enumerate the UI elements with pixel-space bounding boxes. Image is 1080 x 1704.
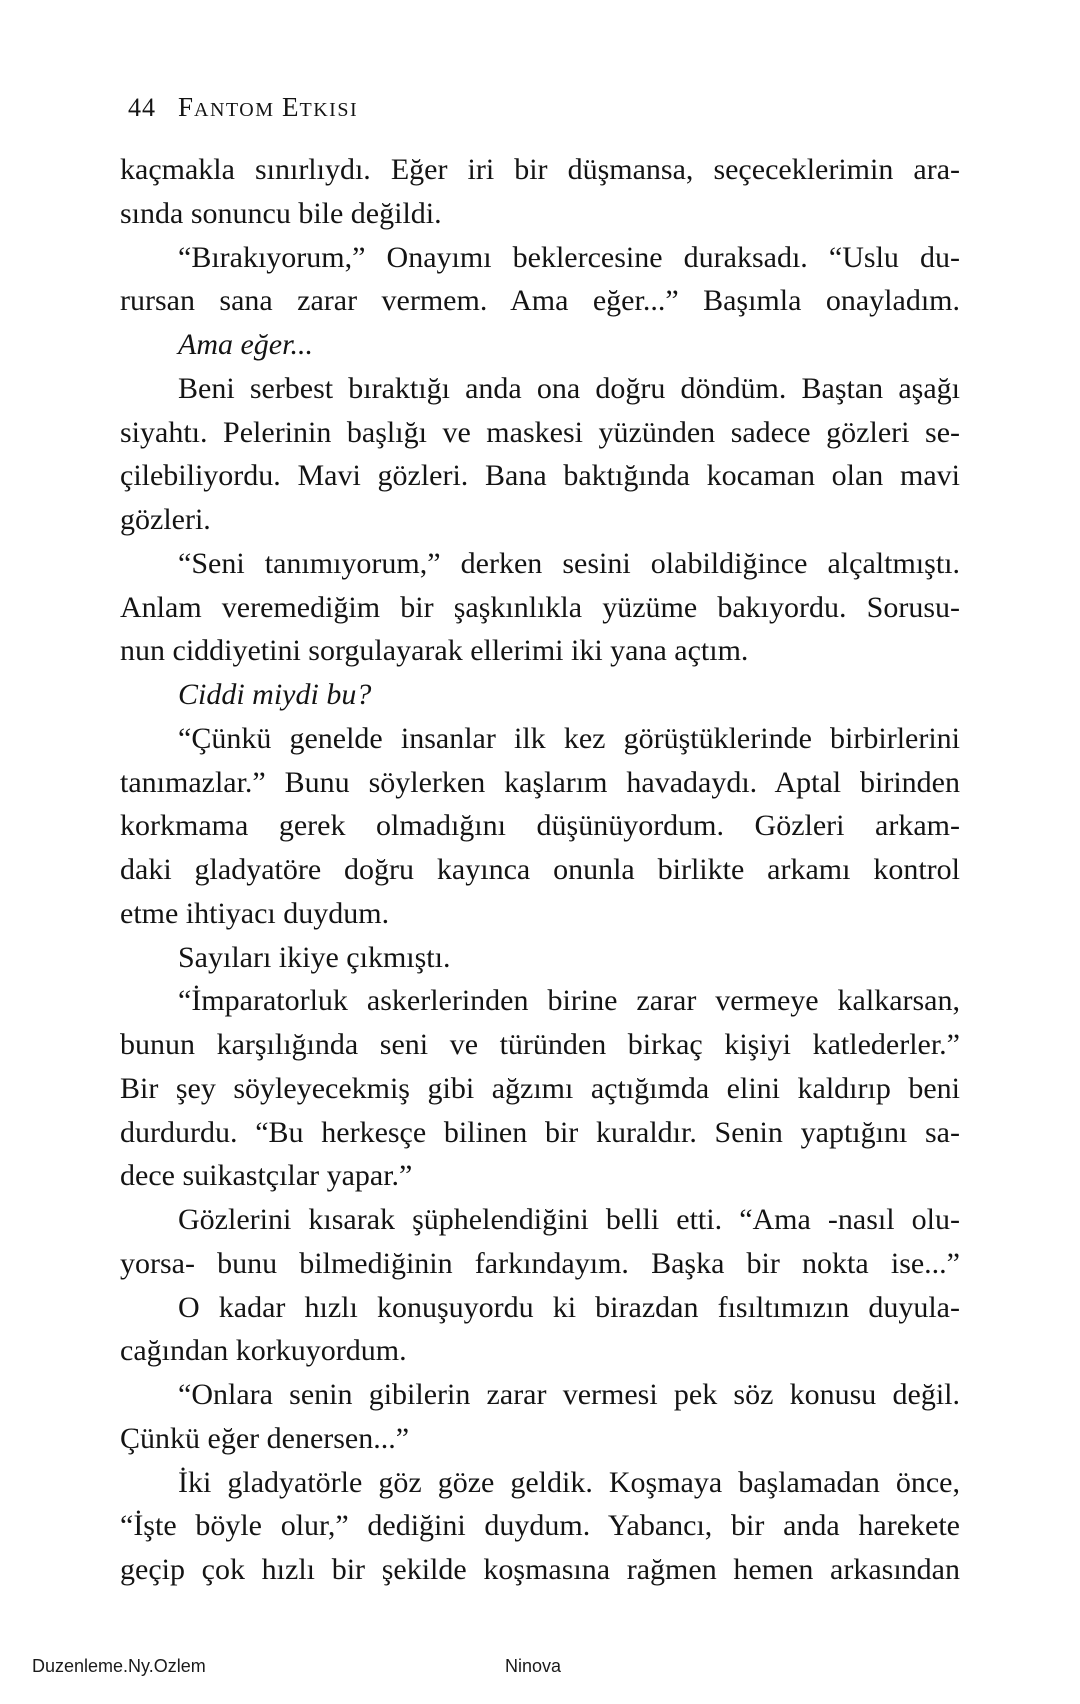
text-line: Sayıları ikiye çıkmıştı. (178, 940, 451, 974)
page-number: 44 (128, 93, 156, 122)
text-line: Gözlerini kısarak şüphelendiğini belli etti. “Ama -nasıl olu- (178, 1203, 960, 1236)
text-line: rursan sana zarar vermem. Ama eğer...” Başımla onayladım. (120, 284, 960, 318)
text-line: cağından korkuyordum. (120, 1334, 407, 1368)
text-line: Anlam veremediğim bir şaşkınlıkla yüzüme bakıyordu. Sorusu- (120, 590, 960, 624)
text-line: Ama eğer... (178, 328, 313, 361)
text-line: bunun karşılığında seni ve türünden birkaç kişiyi katlederler.” (120, 1028, 960, 1061)
footer-publisher: Ninova (505, 1656, 562, 1676)
text-line: nun ciddiyetini sorgulayarak ellerimi iki yana açtım. (120, 634, 749, 668)
text-line: “Seni tanımıyorum,” derken sesini olabildiğince alçaltmıştı. (178, 546, 960, 580)
footer-credit: Duzenleme.Ny.Ozlem (32, 1656, 206, 1676)
text-line: etme ihtiyacı duydum. (120, 896, 390, 930)
text-line: geçip çok hızlı bir şekilde koşmasına rağmen hemen arkasından (120, 1553, 960, 1586)
text-line: kaçmakla sınırlıydı. Eğer iri bir düşmansa, seçeceklerimin ara- (120, 153, 960, 186)
text-line: sında sonuncu bile değildi. (120, 196, 442, 230)
text-line: “Çünkü genelde insanlar ilk kez görüştüklerinde birbirlerini (178, 721, 960, 755)
text-line: İki gladyatörle göz göze geldik. Koşmaya başlamadan önce, (178, 1465, 960, 1499)
text-line: siyahtı. Pelerinin başlığı ve maskesi yüzünden sadece gözleri se- (120, 415, 960, 449)
text-line: “Bırakıyorum,” Onayımı beklercesine duraksadı. “Uslu du- (178, 240, 960, 274)
running-header (128, 92, 358, 123)
book-title: FANTOM ETKISI (178, 92, 359, 122)
text-line: daki gladyatöre doğru kayınca onunla birlikte arkamı kontrol (120, 853, 960, 886)
text-line: çilebiliyordu. Mavi gözleri. Bana baktığında kocaman olan mavi (120, 459, 960, 493)
text-line: yorsa- bunu bilmediğinin farkındayım. Başka bir nokta ise...” (120, 1246, 960, 1280)
text-line: gözleri. (120, 503, 211, 536)
text-line: tanımazlar.” Bunu söylerken kaşlarım havadaydı. Aptal birinden (120, 765, 960, 799)
body-text (120, 148, 960, 1592)
text-line: “Onlara senin gibilerin zarar vermesi pek söz konusu değil. (178, 1378, 960, 1411)
text-line: korkmama gerek olmadığını düşünüyordum. Gözleri arkam- (120, 809, 960, 843)
text-line: Ciddi miydi bu? (178, 678, 372, 711)
text-line: Çünkü eğer denersen...” (120, 1421, 410, 1455)
text-line: “İşte böyle olur,” dediğini duydum. Yabancı, bir anda harekete (120, 1509, 960, 1543)
text-line: “İmparatorluk askerlerinden birine zarar vermeye kalkarsan, (178, 984, 960, 1018)
text-line: Bir şey söyleyecekmiş gibi ağzımı açtığımda elini kaldırıp beni (120, 1071, 960, 1105)
text-line: Beni serbest bıraktığı anda ona doğru döndüm. Baştan aşağı (178, 371, 960, 405)
text-line: dece suikastçılar yapar.” (120, 1159, 413, 1193)
text-line: durdurdu. “Bu herkesçe bilinen bir kuraldır. Senin yaptığını sa- (120, 1115, 960, 1149)
text-line: O kadar hızlı konuşuyordu ki birazdan fısıltımızın duyula- (178, 1290, 960, 1324)
